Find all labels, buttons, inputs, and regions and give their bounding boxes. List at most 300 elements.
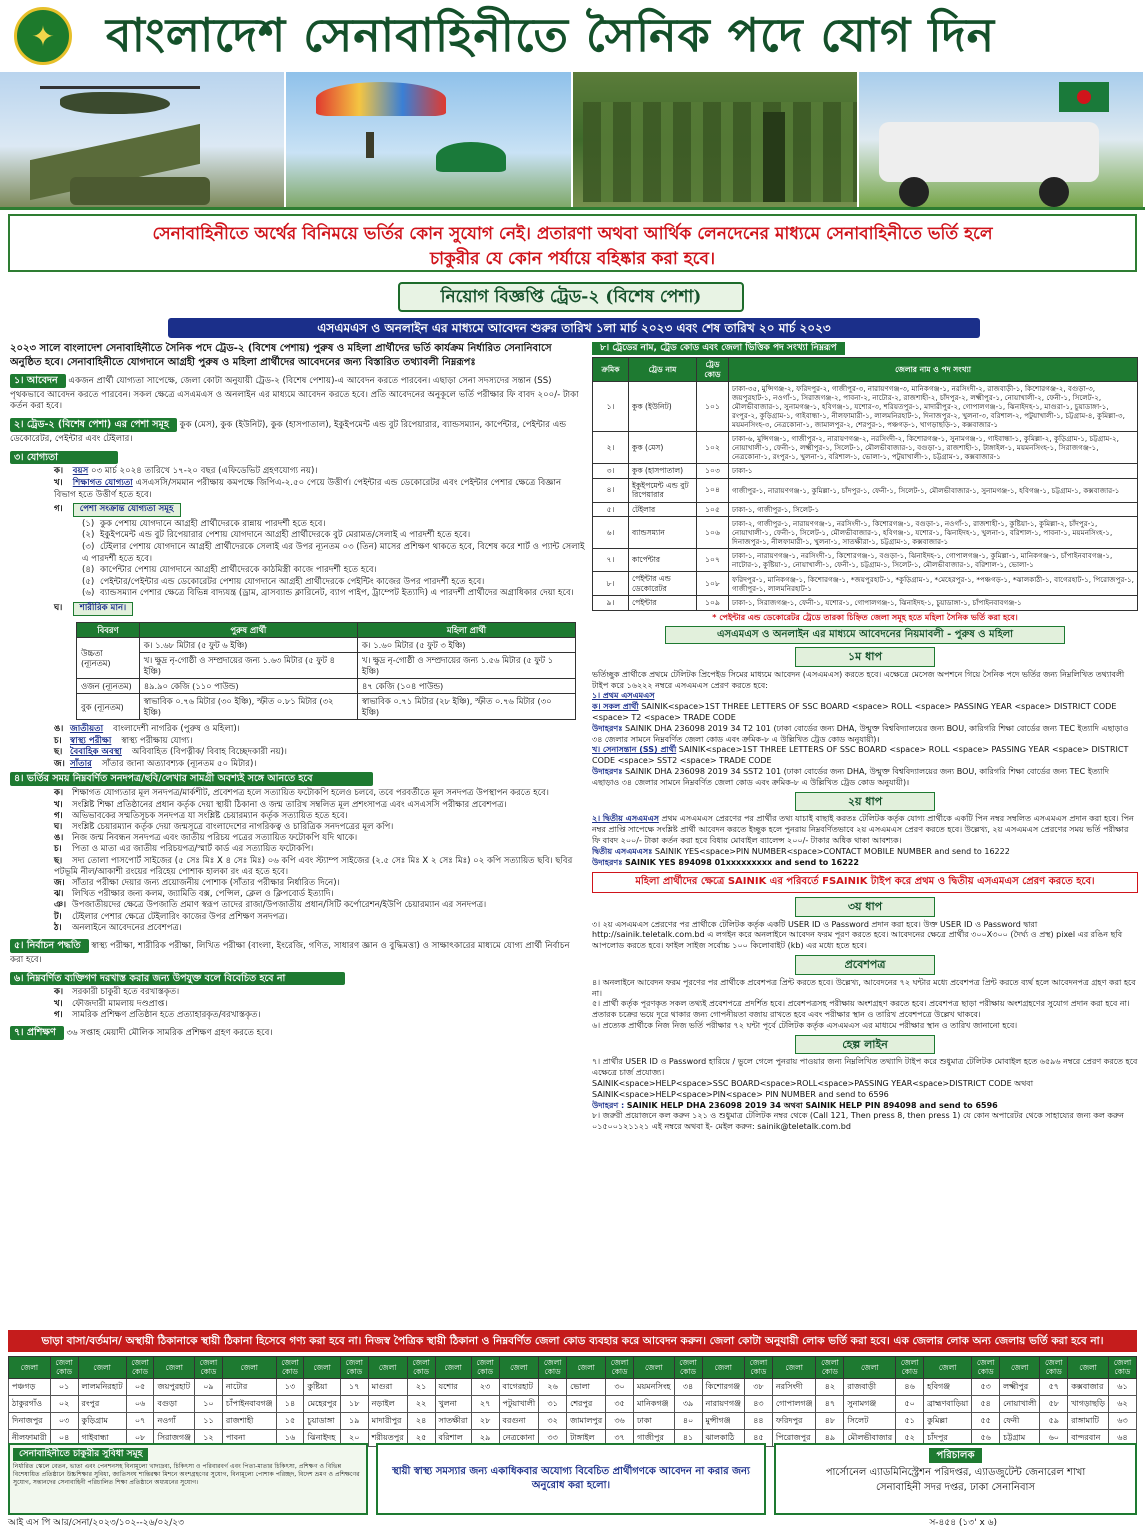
district-code: ৪১ — [674, 1429, 702, 1446]
district-name: সাতক্ষীরা — [435, 1412, 471, 1429]
trade-table — [592, 357, 1138, 610]
second-format: SAINIK YES<space>PIN NUMBER<space>CONTACT MOBILE NUMBER and send to 16222 — [654, 846, 1010, 856]
district-code: ৩৪ — [674, 1378, 702, 1395]
district-name: ময়মনসিংহ — [634, 1378, 675, 1395]
district-name: মাদারীপুর — [368, 1412, 407, 1429]
table-header: জেলা কোড — [126, 1357, 154, 1379]
section-head: ৬। নিম্নবর্ণিত ব্যক্তিগণ দরখাস্ত করার জন্য উপযুক্ত বলে বিবেচিত হবে না — [10, 972, 345, 986]
district-code: ০৭ — [126, 1412, 154, 1429]
district-name: বাগেরহাট — [499, 1378, 539, 1395]
item-text: কুক পেশায় যোগদানে আগ্রহী প্রার্থীদেরকে রান্নায় পারদর্শী হতে হবে। — [100, 518, 326, 529]
ineligible-list — [54, 987, 585, 1021]
item-text: অভিভাবকের সম্মতিসূচক সনদপত্র যা সংশ্লিষ্ট চেয়ারম্যান কর্তৃক সত্যায়িত হতে হবে। — [72, 810, 348, 821]
list-item — [54, 822, 585, 833]
trade-name: কুক (হাসপাতাল) — [629, 464, 697, 478]
item-text: সাঁতার পরীক্ষা দেয়ার জন্য প্রয়োজনীয় পোশাক (সাঁতার পরীক্ষার নির্ধারিত দিনে)। — [72, 878, 340, 889]
district-name: সিরাজগঞ্জ — [154, 1429, 195, 1446]
table-header: জেলা কোড — [340, 1357, 368, 1379]
first-sms-label: ১। প্রথম এসএমএস — [592, 691, 655, 701]
table-row — [9, 1395, 1137, 1412]
item-number: ঠ। — [54, 922, 62, 933]
district-code: ৬৩ — [1108, 1412, 1136, 1429]
district-code-table — [8, 1356, 1137, 1447]
district-name: নড়াইল — [368, 1395, 407, 1412]
trade-note: * পেইন্টার এন্ড ডেকোরেটর ট্রেডে তারকা চিহ্নিত জেলা সমূহ হতে মহিলা সৈনিক ভর্তি করা হবে। — [712, 612, 1018, 622]
table-header: বিবরণ — [77, 622, 140, 637]
table-cell: খ। ক্ষুদ্র নৃ-গোষ্ঠী ও সম্প্রদায়ের জন্য ১.৬৩ মিটার (৫ ফুট ৪ ইঞ্চি) — [139, 653, 357, 679]
district-name: রাজশাহী — [222, 1412, 276, 1429]
benefits-box — [8, 1443, 368, 1515]
second-sms-label: ২। দ্বিতীয় এসএমএস — [592, 814, 659, 824]
trade-code: ১০৮ — [697, 572, 729, 596]
notice-title: নিয়োগ বিজ্ঞপ্তি ট্রেড-২ (বিশেষ পেশা) — [398, 282, 744, 312]
list-item — [54, 987, 585, 998]
qual-physical: ঘ। শারীরিক মান। — [54, 600, 585, 618]
help-7: ৭। প্রার্থীর USER ID ও Password হারিয়ে / ভুলে গেলে পুনরায় পাওয়ার জন্য নিম্নলিখিত তথ্যাদি টাইপ করে শুধুমাত্র টেলিটক মোবাইল হতে ৬৫৯৬ নম্বরে প্রেরণ করতে হবে এক্ষেত্রে চার্জ প্রযোজ্য। — [592, 1057, 1138, 1078]
district-name: চাঁদপুর — [924, 1429, 972, 1446]
trade-serial: ৫। — [593, 502, 629, 516]
item-text: অনলাইনে আবেদনের প্রবেশপত্র। — [72, 922, 182, 933]
second-example: SAINIK YES 894098 01xxxxxxxxx and send to 16222 — [625, 857, 859, 867]
district-code: ০৫ — [126, 1378, 154, 1395]
trade-qual-item — [82, 577, 585, 589]
district-name: চট্টগ্রাম — [1000, 1429, 1040, 1446]
table-cell: ক। ১.৬০ মিটার (৫ ফুট ৩ ইঞ্চি) — [357, 637, 575, 652]
table-row — [593, 382, 1138, 432]
district-code: ০২ — [50, 1395, 78, 1412]
table-header: জেলা কোড — [1108, 1357, 1136, 1379]
district-code: ২৩ — [471, 1378, 499, 1395]
district-code: ৩৮ — [744, 1378, 772, 1395]
table-header: জেলা কোড — [539, 1357, 567, 1379]
section-qualification — [10, 449, 585, 618]
district-name: ফেনী — [1000, 1412, 1040, 1429]
step-3-label: ৩য় ধাপ — [795, 897, 935, 917]
item-text: স্বাস্থ্য পরীক্ষায় যোগ্য। — [121, 735, 193, 746]
item-text: ইকুইপমেন্ট এন্ড বুট রিপেয়ারার পেশায় যোগদানে আগ্রহী প্রার্থীদেরকে বুট মেরামত/সেলাই এ পারদর্শী হতে হবে। — [100, 530, 471, 541]
item-text: লিখিত পরীক্ষার জন্য কলম, জ্যামিতি বক্স, পেন্সিল, ক্লেল ও ক্লিপবোর্ড ইত্যাদি। — [72, 889, 334, 900]
district-name: ঝিনাইদহ — [304, 1429, 340, 1446]
item-number: ছ। — [54, 747, 63, 758]
section-selection — [10, 937, 585, 966]
district-code: ৫৮ — [1040, 1395, 1068, 1412]
helicopter-missile-photo — [0, 72, 286, 207]
district-name: মাগুরা — [368, 1378, 407, 1395]
section-head: ৭। প্রশিক্ষণ — [10, 1026, 64, 1040]
item-number: খ। — [54, 799, 63, 810]
rules-bar: এসএমএস ও অনলাইন এর মাধ্যমে আবেদনের নিয়মাবলী - পুরুষ ও মহিলা — [665, 626, 1065, 645]
eg-label: উদাহরণঃ — [592, 767, 623, 777]
district-name: মৌলভীবাজার — [844, 1429, 896, 1446]
ss-example: SAINIK DHA 236098 2019 34 SST2 101 (ঢাকা বোর্ডের জন্য DHA, উন্মুক্ত বিশ্ববিদ্যালয়ের জন্য BOU, কারিগরি শিক্ষা বোর্ডের জন্য TEC ইত্যাদি এছাড়াও ৩৪ জেলার সামনে নিম্নবর্ণিত জেলা কোড এবং ক্রমিক-৮ এ উল্লিখিত ট্রেড কোড অনুযায়ী)। — [592, 767, 1109, 787]
table-header: জেলা — [499, 1357, 539, 1379]
table-header: জেলা — [368, 1357, 407, 1379]
district-code: ২৭ — [471, 1395, 499, 1412]
section-trades — [10, 416, 585, 445]
district-name: শরীয়তপুর — [368, 1429, 407, 1446]
eg-label: উদাহরণ : — [592, 1100, 625, 1110]
application-date-bar: এসএমএস ও অনলাইন এর মাধ্যমে আবেদন শুরুর তারিখ ১লা মার্চ ২০২৩ এবং শেষ তারিখ ২০ মার্চ ২০২৩ — [168, 318, 980, 338]
table-header: জেলা কোড — [195, 1357, 223, 1379]
district-name: লক্ষ্মীপুর — [1000, 1378, 1040, 1395]
item-label: স্বাস্থ্য পরীক্ষা — [70, 735, 112, 746]
item-number: খ। — [54, 998, 63, 1009]
chest-label: বুক (ন্যূনতম) — [77, 694, 140, 720]
section-text: কুক (মেস), কুক (ইউনিট), কুক (হাসপাতাল), ইকুইপমেন্ট এন্ড বুট রিপেয়ারার, ব্যান্ডসম্যান, কার্পেন্টার, পেইন্টার এন্ড ডেকোরেটর, পেইন্টার এবং টেইলার। — [10, 420, 567, 444]
second-format-label: দ্বিতীয় এসএমএসঃ — [592, 846, 653, 856]
misc-item — [54, 759, 585, 771]
district-code: ৪২ — [816, 1378, 844, 1395]
trade-name: কুক (মেস) — [629, 432, 697, 464]
item-number: (১) — [82, 518, 95, 529]
district-code: ২০ — [340, 1429, 368, 1446]
section-text: স্বাস্থ্য পরীক্ষা, শারীরিক পরীক্ষা, লিখিত পরীক্ষা (বাংলা, ইংরেজি, গণিত, সাধারণ জ্ঞান ও বুদ্ধিমত্তা) ও সাক্ষাৎকারের মাধ্যমে যোগ্য প্রার্থী নির্বাচন করা হবে। — [10, 941, 570, 966]
district-code: ০৪ — [50, 1429, 78, 1446]
director-box — [774, 1443, 1137, 1515]
trade-name: ইকুইপমেন্ট এন্ড বুট রিপেয়ারার — [629, 478, 697, 502]
district-code: ০৬ — [126, 1395, 154, 1412]
district-code: ৫৫ — [972, 1412, 1000, 1429]
soldiers-parade-photo — [573, 72, 859, 207]
district-name: কুড়িগ্রাম — [78, 1412, 126, 1429]
trade-serial: ৪। — [593, 478, 629, 502]
ad-number: স-৪৫৪ (১৩' x ৬) — [929, 1518, 997, 1528]
trade-code: ১০৭ — [697, 549, 729, 572]
trade-qual-item — [82, 530, 585, 542]
table-cell: ৪৭ কেজি (১০৪ পাউন্ড) — [357, 678, 575, 693]
district-code: ৫০ — [896, 1395, 924, 1412]
item-number: ঞ। — [54, 900, 67, 911]
district-name: বরগুনা — [499, 1412, 539, 1429]
table-header: জেলা কোড — [606, 1357, 634, 1379]
item-number: ঙ। — [54, 724, 64, 735]
item-text: নিজ জন্ম নিবন্ধন সনদপত্র এবং জাতীয় পরিচয় পত্রের সত্যায়িত ফটোকপি যদি থাকে। — [72, 833, 358, 844]
district-code: ১১ — [195, 1412, 223, 1429]
district-code: ২৬ — [539, 1378, 567, 1395]
step-1-label: ১ম ধাপ — [795, 647, 935, 667]
district-name: খুলনা — [435, 1395, 471, 1412]
trade-code: ১০৫ — [697, 502, 729, 516]
admit-card-label: প্রবেশপত্র — [795, 955, 935, 975]
section-text: একজন প্রার্থী যোগ্যতা সাপেক্ষে, জেলা কোটা অনুযায়ী ট্রেড-২ (বিশেষ পেশায়)-এ আবেদন করতে পারবেন। এছাড়া সেনা সদস্যদের সন্তান (SS) পৃথকভাবে আবেদন করতে পারবেন। সকল ক্ষেত্রে এসএমএস ও অনলাইন এর মাধ্যমে আবেদন করতে হবে। প্রতি আবেদনের অনুকূলে ভর্তি পরীক্ষার ফি বাবদ ২০০/- টাকা কর্তন করা হবে। — [10, 376, 579, 412]
district-name: মুন্সীগঞ্জ — [702, 1412, 744, 1429]
list-item — [54, 889, 585, 900]
item-number: (৫) — [82, 576, 95, 587]
table-row — [593, 517, 1138, 549]
list-item — [54, 878, 585, 889]
district-code: ৬০ — [1040, 1429, 1068, 1446]
director-line-2: সেনাবাহিনী সদর দপ্তর, ঢাকা সেনানিবাস — [875, 1482, 1036, 1493]
trade-serial: ৭। — [593, 549, 629, 572]
section-head: ৫। নির্বাচন পদ্ধতি — [10, 939, 89, 953]
district-code: ৫৩ — [972, 1378, 1000, 1395]
benefits-text: নির্ধারিত স্কেলে বেতন, ভাতা এবং পেনশনসহ বিনামূল্যে খাদ্যদ্রব্য, চিকিৎসা ও পরিবারবর্গ এবং পিতা-মাতার চিকিৎসা, প্রশিক্ষণ ও বিভিন্ন বিশেষায়িত প্রতিষ্ঠানে উচ্চশিক্ষার সুবিধা, জাতিসংঘ শান্তিরক্ষা মিশনে অংশগ্রহণের সুযোগ, বিনামূল্যে পোশাক পরিচ্ছদ, বিদেশ ভ্রমণ ও প্রশিক্ষণের সুযোগ, সন্তানদের সেনাবাহিনী পরিচালিত শিক্ষা প্রতিষ্ঠানে অধ্যয়নের সুযোগ। — [13, 1463, 360, 1487]
footer — [8, 1443, 1137, 1515]
district-name: হবিগঞ্জ — [924, 1378, 972, 1395]
health-note-box — [376, 1443, 766, 1515]
district-code: ৪৫ — [744, 1429, 772, 1446]
bottom-line — [8, 1518, 1137, 1530]
table-header: জেলা কোড — [1040, 1357, 1068, 1379]
first-sms-block — [592, 691, 1138, 788]
district-code: ৫১ — [896, 1412, 924, 1429]
second-sms-text: প্রথম এসএমএস প্রেরণের পর প্রার্থীর তথ্য যাচাই বাছাই করতঃ টেলিটক কর্তৃক যোগ্য প্রার্থীকে একটি পিন নম্বর সম্বলিত এসএমএস প্রদান করা হবে। পিন নম্বর প্রাপ্তি সাপেক্ষে সংশ্লিষ্ট প্রার্থী আবেদন করতে ইচ্ছুক হলে পুনরায় নিম্নবর্ণিতভাবে ২য় এসএমএস প্রেরণ করতে হবে। উল্লেখ্য, ২য় এসএমএস প্রেরণের সময় ভর্তি পরীক্ষার ফি বাবদ ২০০/- টাকা কর্তন করা হবে বিধায় মোবাইল ব্যালেন্স ২০০/- টাকার অধিক থাকা আবশ্যক। — [592, 814, 1134, 845]
item-label: জাতীয়তা — [70, 724, 104, 735]
trade-districts: ঢাকা-১, সিরাজগঞ্জ-১, ফেনী-১, যশোর-১, গোপালগঞ্জ-১, ঝিনাইদহ-১, চুয়াডাঙ্গা-১, চাঁপাইনবাবগঞ্জ-১ — [729, 596, 1138, 610]
district-name: জয়পুরহাট — [154, 1378, 195, 1395]
address-warning-bar: ভাড়া বাসা/বর্তমান/ অস্থায়ী ঠিকানাকে স্থায়ী ঠিকানা হিসেবে গণ্য করা হবে না। নিজস্ব পৈত্রিক স্থায়ী ঠিকানা ও নিম্নবর্ণিত জেলা কোড ব্যবহার করে আবেদন করুন। জেলা কোটা অনুযায়ী লোক ভর্তি করা হবে। এক জেলার লোক অন্য জেলায় ভর্তি করা হবে না। — [8, 1330, 1137, 1352]
warning-line-2: চাকুরীর যে কোন পর্যায়ে বহিষ্কার করা হবে। — [429, 248, 716, 269]
item-text: পেইন্টার/পেইন্টার এন্ড ডেকোরেটর পেশায় যোগদানে আগ্রহী প্রার্থীদেরকে পেইন্টিং কাজের উপর পারদর্শী হতে হবে। — [100, 576, 485, 587]
item-text: ফৌজদারী মামলায় দণ্ডপ্রাপ্ত। — [72, 998, 168, 1009]
district-name: মানিকগঞ্জ — [634, 1395, 675, 1412]
item-text: টেইলার পেশার ক্ষেত্রে টেইলারিং কাজের উপর প্রশিক্ষণ সনদপত্র। — [72, 911, 288, 922]
section-apply — [10, 372, 585, 413]
item-number: ঝ। — [54, 889, 64, 900]
district-code: ৪০ — [674, 1412, 702, 1429]
ss-label: খ। সেনাসন্তান (SS) প্রার্থী — [592, 745, 677, 755]
table-header: জেলা — [304, 1357, 340, 1379]
district-name: যশোর — [435, 1378, 471, 1395]
item-text: সংশ্লিষ্ট শিক্ষা প্রতিষ্ঠানের প্রধান কর্তৃক দেয়া স্থায়ী ঠিকানা ও জন্ম তারিখ সম্বলিত মূল প্রশংসাপত্র এবং এসএসসি পরীক্ষার প্রবেশপত্র। — [72, 799, 507, 810]
admit-5: ৫। প্রার্থী কর্তৃক পূরণকৃত সকল তথ্যই প্রবেশপত্রে প্রদর্শিত হবে। প্রবেশপত্রসহ পরীক্ষায় অংশগ্রহণ করতে হবে। প্রবেশপত্র ছাড়া পরীক্ষায় অংশগ্রহণের সুযোগ প্রদান করা হবে না। প্রতারক চক্রের ভয়ে দূরে থাকার জন্য গোপনীয়তা বজায় রাখতে হবে এবং পরীক্ষার স্থান ও তারিখ প্রবেশপত্রে উল্লেখ থাকবে। — [592, 999, 1130, 1020]
district-code: ৩১ — [539, 1395, 567, 1412]
item-number: জ। — [54, 758, 65, 769]
district-name: পটুয়াখালী — [499, 1395, 539, 1412]
photo-banner — [0, 72, 1145, 210]
list-item — [54, 844, 585, 855]
trade-name: কার্পেন্টার — [629, 549, 697, 572]
item-number: (২) — [82, 530, 95, 541]
trade-districts: ঢাকা-১, গাজীপুর-১, সিলেট-১ — [729, 502, 1138, 516]
section-training — [10, 1024, 585, 1042]
trade-code: ১০৩ — [697, 464, 729, 478]
section-documents — [10, 770, 585, 934]
left-column — [10, 342, 585, 1327]
district-code: ৩২ — [539, 1412, 567, 1429]
district-name: কক্সবাজার — [1068, 1378, 1109, 1395]
table-cell: ক। ১.৬৮ মিটার (৫ ফুট ৬ ইঞ্চি) — [139, 637, 357, 652]
table-row — [9, 1378, 1137, 1395]
header — [0, 0, 1145, 72]
right-column — [592, 342, 1138, 1327]
item-number: ট। — [54, 911, 62, 922]
item-label: সাঁতার — [70, 758, 92, 769]
item-text: সংশ্লিষ্ট চেয়ারম্যান কর্তৃক দেয়া জন্মসূত্রে বাংলাদেশের নাগরিকত্ব ও চারিত্রিক সনদপত্রের মূল কপি। — [72, 821, 394, 832]
district-name: নীলফামারী — [9, 1429, 51, 1446]
table-row — [593, 464, 1138, 478]
table-row — [593, 596, 1138, 610]
health-note: স্থায়ী স্বাস্থ্য সমস্যার জন্য একাধিকবার অযোগ্য বিবেচিত প্রার্থীগণকে আবেদন না করার জন্য অনুরোধ করা হলো। — [392, 1465, 750, 1491]
district-code: ৩৯ — [674, 1395, 702, 1412]
table-header: ট্রেড কোড — [697, 358, 729, 382]
district-code: ২৪ — [407, 1412, 435, 1429]
district-code: ৫৬ — [972, 1429, 1000, 1446]
district-name: শেরপুর — [567, 1395, 606, 1412]
district-name: সিলেট — [844, 1412, 896, 1429]
table-header: জেলা — [1000, 1357, 1040, 1379]
district-name: ফরিদপুর — [772, 1412, 816, 1429]
table-header: জেলা কোড — [896, 1357, 924, 1379]
help-format-1: SAINIK<space>HELP<space>SSC BOARD<space>ROLL<space>PASSING YEAR<space>DISTRICT CODE অথবা — [592, 1079, 1034, 1089]
table-header: জেলা — [1068, 1357, 1109, 1379]
item-label: বৈবাহিক অবস্থা — [70, 747, 122, 758]
district-code: ১২ — [195, 1429, 223, 1446]
item-text: কার্পেন্টার পেশায় যোগদানে আগ্রহী প্রার্থীদেরকে কাঠমিস্ত্রী কাজে পারদর্শী হতে হবে। — [100, 565, 377, 576]
district-code: ২৯ — [471, 1429, 499, 1446]
section-head: ২। ট্রেড-২ (বিশেষ পেশা) এর পেশা সমূহ — [10, 418, 177, 432]
district-code: ৬৪ — [1108, 1429, 1136, 1446]
trade-districts: গাজীপুর-১, নারায়ণগঞ্জ-১, কুমিল্লা-১, চাঁদপুর-১, ফেনী-১, সিলেট-১, মৌলভীবাজার-১, সুনামগঞ্জ-১, হবিগঞ্জ-১, চট্টগ্রাম-১, কক্সবাজার-১ — [729, 478, 1138, 502]
district-code: ০১ — [50, 1378, 78, 1395]
table-header: জেলা কোড — [50, 1357, 78, 1379]
trade-code: ১০৬ — [697, 517, 729, 549]
district-code: ৫৪ — [972, 1395, 1000, 1412]
item-number: (৩) — [82, 541, 95, 552]
physical-standards-table — [76, 622, 576, 721]
help-8: ৮। জরুরী প্রয়োজনে কল করুন ১২১ ও শুধুমাত্র টেলিটক নম্বর থেকে (Call 121, Then press 8, then press 1) যে কোন অপারেটর থেকে সাহায্যের জন্য কল করুন ০১৫০০১২১১২১ এই নম্বরে অথবা ই- মেইল করুন: sainik@teletalk.com.bd — [592, 1111, 1124, 1132]
director-head: পরিচালক — [929, 1448, 983, 1463]
trade-qual-item — [82, 542, 585, 565]
district-code: ৬১ — [1108, 1378, 1136, 1395]
trade-serial: ৯। — [593, 596, 629, 610]
table-header: জেলা কোড — [407, 1357, 435, 1379]
item-number: গ। — [54, 810, 63, 821]
general-example: SAINIK DHA 236098 2019 34 T2 101 (ঢাকা বোর্ডের জন্য DHA, উন্মুক্ত বিশ্ববিদ্যালয়ের জন্য BOU, কারিগরি শিক্ষা বোর্ডের জন্য TEC ইত্যাদি এছাড়াও ৩৪ জেলার সামনে নিম্নবর্ণিত জেলা কোড এবং ক্রমিক-৮ এ উল্লিখিত ট্রেড কোড অনুযায়ী)। — [592, 723, 1129, 744]
table-cell: খ। ক্ষুদ্র নৃ-গোষ্ঠী ও সম্প্রদায়ের জন্য ১.৫৬ মিটার (৫ ফুট ১ ইঞ্চি) — [357, 653, 575, 679]
district-name: লালমনিরহাট — [78, 1378, 126, 1395]
table-header: ক্রমিক — [593, 358, 629, 382]
district-name: জামালপুর — [567, 1412, 606, 1429]
item-number: ঘ। — [54, 821, 63, 832]
district-code: ৫২ — [896, 1429, 924, 1446]
list-item — [54, 811, 585, 822]
district-name: কিশোরগঞ্জ — [702, 1378, 744, 1395]
trade-qualifications-list — [10, 519, 585, 600]
list-item — [54, 923, 585, 934]
trade-districts: ঢাকা-৬, মুন্সিগঞ্জ-১, গাজীপুর-২, নারায়ণগঞ্জ-২, নরসিংদী-২, কিশোরগঞ্জ-১, সুনামগঞ্জ-১, গাইবান্ধা-১, কুমিল্লা-২, কুড়িগ্রাম-১, চট্টগ্রাম-২, নোয়াখালী-১, ফেনী-১, লক্ষ্মীপুর-১, সিলেট-১, মৌলভীবাজার-১, বগুড়া-১, রাজশাহী-১, টাঙ্গাইল-১, ময়মনসিংহ-১, সিরাজগঞ্জ-১, নেত্রকোনা-১, রংপুর-১, খুলনা-১, বরিশাল-১, ভোলা-১, পটুয়াখালী-১, চট্টগ্রাম-১, কক্সবাজার-১ — [729, 432, 1138, 464]
district-name: ঠাকুরগাঁও — [9, 1395, 51, 1412]
table-header: ট্রেড নাম — [629, 358, 697, 382]
section-text: ৩৬ সপ্তাহ মেয়াদী মৌলিক সামরিক প্রশিক্ষণ গ্রহণ করতে হবে। — [66, 1028, 273, 1039]
intro-text: ২০২৩ সালে বাংলাদেশ সেনাবাহিনীতে সৈনিক পদে ট্রেড-২ (বিশেষ পেশায়) পুরুষ ও মহিলা প্রার্থীদের ভর্তি কার্যক্রম নির্ধারিত সেনানিবাসে অনুষ্ঠিত হবে। সেনাবাহিনীতে যোগদানে আগ্রহী পুরুষ ও মহিলা প্রার্থীদের আবেদনের জন্য বিস্তারিত তথ্যাবলী নিম্নরূপঃ — [10, 343, 552, 368]
district-code: ৫৭ — [1040, 1378, 1068, 1395]
district-code: ১৭ — [340, 1378, 368, 1395]
section-head: ১। আবেদন — [10, 374, 66, 388]
weight-label: ওজন (ন্যূনতম) — [77, 678, 140, 693]
district-name: পাবনা — [222, 1429, 276, 1446]
district-code: ৪৭ — [816, 1395, 844, 1412]
item-text: সাঁতার জানা অত্যাবশ্যক (ন্যূনতম ৫০ মিটার)। — [101, 758, 257, 769]
qual-education: খ। শিক্ষাগত যোগ্যতা এসএসসি/সমমান পরীক্ষায় কমপক্ষে জিপিএ-২.৫০ পেয়ে উত্তীর্ণ। পেইন্টার এন্ড ডেকোরেটর এবং পেইন্টার পেশার ক্ষেত্রে বিজ্ঞান বিভাগ হতে উত্তীর্ণ হতে হবে। — [54, 478, 562, 500]
admit-6: ৬। প্রত্যেক প্রার্থীকে নিজ নিজ ভর্তি পরীক্ষার ৭২ ঘন্টা পূর্বে টেলিটক কর্তৃক এসএমএস এর মাধ্যমে পরীক্ষার স্থান ও তারিখ জানানো হবে। — [592, 1020, 1018, 1030]
table-cell: স্বাভাবিক ০.৭১ মিটার (২৮ ইঞ্চি), স্ফীত ০.৭৬ মিটার (৩০ ইঞ্চি) — [357, 694, 575, 720]
item-number: (৬) — [82, 588, 95, 599]
eg-label: উদাহরণঃ — [592, 857, 623, 867]
trade-name: কুক (ইউনিট) — [629, 382, 697, 432]
table-header: জেলা কোড — [972, 1357, 1000, 1379]
district-code: ১৬ — [276, 1429, 304, 1446]
table-cell: স্বাভাবিক ০.৭৬ মিটার (৩০ ইঞ্চি), স্ফীত ০.৮১ মিটার (৩২ ইঞ্চি) — [139, 694, 357, 720]
table-row — [593, 478, 1138, 502]
documents-list — [54, 788, 585, 934]
table-row — [593, 502, 1138, 516]
list-item — [54, 999, 585, 1010]
table-row — [593, 572, 1138, 596]
district-code: ০৯ — [195, 1378, 223, 1395]
trade-districts: ঢাকা-১ — [729, 464, 1138, 478]
list-item — [54, 900, 585, 911]
item-number: ক। — [54, 987, 63, 998]
district-name: নরসিংদী — [772, 1378, 816, 1395]
trade-serial: ৬। — [593, 517, 629, 549]
trade-code: ১০২ — [697, 432, 729, 464]
female-applicant-note: মহিলা প্রার্থীদের ক্ষেত্রে SAINIK এর পরিবর্তে FSAINIK টাইপ করে প্রথম ও দ্বিতীয় এসএমএস প্রেরণ করতে হবে। — [592, 872, 1138, 893]
item-text: অবিবাহিত (বিপত্নীক/ বিবাহ বিচ্ছেদকারী নয়)। — [131, 747, 288, 758]
list-item — [54, 833, 585, 844]
table-header: জেলা — [634, 1357, 675, 1379]
trade-districts: ঢাকা-২, গাজীপুর-১, নারায়ণগঞ্জ-১, নরসিংদী-১, কিশোরগঞ্জ-১, বগুড়া-১, নওগাঁ-১, রাজশাহী-১, কুষ্টিয়া-১, কুমিল্লা-২, চাঁদপুর-১, নোয়াখালী-১, ফেনী-১, সিলেট-১, মৌলভীবাজার-১, হবিগঞ্জ-১, যশোর-১, ঝিনাইদহ-১, খুলনা-১, বরিশাল-১, পাবনা-১, ময়মনসিংহ-১, দিনাজপুর-১, নীলফামারী-১, খুলনা-১, সাতক্ষীরা-১, চট্টগ্রাম-১, কক্সবাজার-১ — [729, 517, 1138, 549]
item-number: চ। — [54, 735, 62, 746]
district-code: ১৫ — [276, 1412, 304, 1429]
item-text: সামরিক প্রশিক্ষণ প্রতিষ্ঠান হতে প্রত্যাহারকৃত/বরখাস্তকৃত। — [72, 1009, 261, 1020]
qual-trade: গ। পেশা সংক্রান্ত যোগ্যতা সমূহ — [54, 501, 585, 519]
help-example: SAINIK HELP DHA 236098 2019 34 অথবা SAINIK HELP PIN 894098 and send to 6596 — [626, 1100, 998, 1110]
item-text: উপজাতীয়দের ক্ষেত্রে উপজাতি প্রমাণ স্বরূপ তাদের রাজা/উপজাতীয় প্রধান/সিটি কর্পোরেশন/ইউপি চেয়ারম্যান এর সনদপত্র। — [72, 900, 487, 911]
section-head: ৩। যোগ্যতা — [10, 451, 118, 465]
district-name: নওগাঁ — [154, 1412, 195, 1429]
district-name: পঞ্চগড় — [9, 1378, 51, 1395]
district-code: ০৩ — [50, 1412, 78, 1429]
district-code: ৩৭ — [606, 1429, 634, 1446]
trade-code: ১০৯ — [697, 596, 729, 610]
list-item — [54, 856, 585, 878]
trade-table-head: ৮। ট্রেডের নাম, ট্রেড কোড এবং জেলা ভিত্তিক পদ সংখ্যা নিম্নরূপ — [592, 342, 845, 355]
district-name: চুয়াডাঙ্গা — [304, 1412, 340, 1429]
trade-districts: ফরিদপুর-১, মানিকগঞ্জ-১, কিশোরগঞ্জ-১, *জয়পুরহাট-১, *কুড়িগ্রাম-১, *মেহেরপুর-১, *পঞ্চগড়-১, *ঝালকাঠী-১, বাগেরহাট-১, পিরোজপুর-১, গাজীপুর-১, লালমনিরহাট-১ — [729, 572, 1138, 596]
warning-box — [8, 214, 1137, 272]
table-header: জেলা — [435, 1357, 471, 1379]
table-row — [9, 1412, 1137, 1429]
trade-serial: ১। — [593, 382, 629, 432]
item-text: শিক্ষাগত যোগ্যতার মূল সনদপত্র/মার্কশীট, প্রবেশপত্র হলে সত্যায়িত ফটোকপি হলেও চলবে, তবে পরবর্তীতে মূল সনদপত্র উপস্থাপন করতে হবে। — [72, 788, 549, 799]
trade-serial: ৮। — [593, 572, 629, 596]
step-1-intro: ভর্তিচ্ছুক প্রার্থীকে প্রথমে টেলিটক প্রিপেইড সিমের মাধ্যমে আবেদন (এসএমএস) করতে হবে। এক্ষেত্রে মেসেজ অপশনে গিয়ে সৈনিক পদে ভর্তির জন্য নিম্নলিখিত তথ্যাবলী টাইপ করে ১৬২২২ নম্বরে এসএমএস প্রেরণ করতে হবে: — [592, 669, 1125, 690]
item-text: ব্যান্ডসম্যান পেশার ক্ষেত্রে বিভিন্ন বাদ্যযন্ত্র (ড্রাম, ব্রাসব্যান্ড ক্লারিনেট, ব্যাগ পাইপ, ট্রাম্পেট ইত্যাদি) এ পারদর্শী প্রার্থীদের অগ্রাধিকার দেয়া হবে। — [100, 588, 574, 599]
table-row — [593, 432, 1138, 464]
section-head: ৪। ভর্তির সময় নিম্নবর্ণিত সনদপত্র/ছবি/লেখার সামগ্রী অবশ্যই সঙ্গে আনতে হবে — [10, 772, 373, 786]
district-code: ৪৪ — [744, 1412, 772, 1429]
trade-serial: ৩। — [593, 464, 629, 478]
table-header: জেলা কোড — [816, 1357, 844, 1379]
trade-qual-item — [82, 519, 585, 531]
district-name: রাজবাড়ী — [844, 1378, 896, 1395]
reference-number: আই এস পি আর/সেনা/২০২৩/১০২--২৬/০২/২৩ — [8, 1518, 184, 1528]
trade-qual-item — [82, 588, 585, 600]
district-name: রাঙ্গামাটি — [1068, 1412, 1109, 1429]
table-header: জেলা কোড — [744, 1357, 772, 1379]
trade-districts: ঢাকা-১, নারায়ণগঞ্জ-১, নরসিংদী-১, কিশোরগঞ্জ-১, বগুড়া-১, ঝিনাইদহ-১, গোপালগঞ্জ-১, কুমিল্লা-১, মানিকগঞ্জ-১, চাঁপাইনবাবগঞ্জ-১, নাটোর-১, কুষ্টিয়া-১, নোয়াখালী-১, ফেনী-১, চট্টগ্রাম-১, সিলেট-১, মৌলভীবাজার-১, বরিশাল-১, ভোলা-১ — [729, 549, 1138, 572]
unamid-vehicle-photo — [859, 72, 1145, 207]
item-number: চ। — [54, 844, 62, 855]
misc-item — [54, 724, 585, 736]
step-2-label: ২য় ধাপ — [795, 792, 935, 812]
district-code: ৬২ — [1108, 1395, 1136, 1412]
district-name: টাঙ্গাইল — [567, 1429, 606, 1446]
district-name: ঝালকাঠি — [702, 1429, 744, 1446]
table-header: জেলা — [844, 1357, 896, 1379]
trade-code: ১০৪ — [697, 478, 729, 502]
